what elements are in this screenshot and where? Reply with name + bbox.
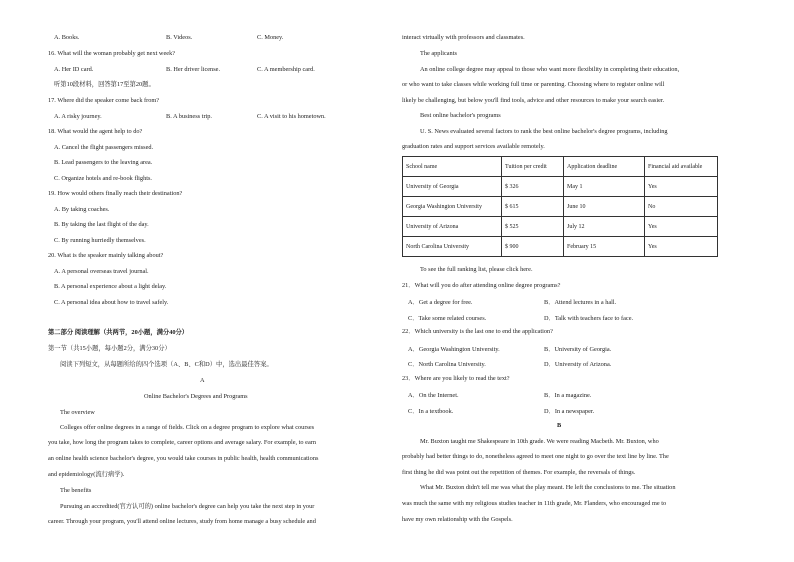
best-programs-line: U. S. News evaluated several factors to rank the best online bachelor's degree programs, including [420,128,668,135]
q22-option-b[interactable]: B．University of Georgia. [544,346,612,353]
table-cell: Georgia Washington University [403,197,502,217]
q22-option-d[interactable]: D．University of Arizona. [544,361,612,368]
overview-line: Colleges offer online degrees in a range of fields. Click on a degree program to explore what courses [60,424,315,431]
passage-b-label: B [557,422,562,429]
passage-b-line: probably had better things to do, nonetheless agreed to meet one night to go over the text line by line. The [402,453,669,460]
q21-option-b[interactable]: B．Attend lectures in a hall. [544,299,617,306]
benefits-line: Pursuing an accredited(官方认可的) online bachelor's degree can help you take the next step in your [60,503,315,510]
applicants-heading: The applicants [420,50,457,57]
q19-option-b[interactable]: B. By taking the last flight of the day. [54,221,149,228]
q23-option-a[interactable]: A．On the Internet. [408,392,459,399]
table-cell: North Carolina University [403,237,502,257]
passage-a-label: A [200,377,205,384]
table-header: Application deadline [564,157,645,177]
q21-option-c[interactable]: C．Take some related courses. [408,315,487,322]
benefits-heading: The benefits [60,487,92,494]
q16-option-c[interactable]: C. A membership card. [257,66,315,73]
q23-option-d[interactable]: D．In a newspaper. [544,408,595,415]
table-header: School name [403,157,502,177]
q15-option-c[interactable]: C. Money. [257,34,284,41]
question-17: 17. Where did the speaker come back from? [48,97,160,104]
question-19: 19. How would others finally reach their destination? [48,190,183,197]
q19-option-a[interactable]: A. By taking coaches. [54,206,110,213]
q22-option-c[interactable]: C．North Carolina University. [408,361,486,368]
table-cell: University of Georgia [403,177,502,197]
q17-option-c[interactable]: C. A visit to his hometown. [257,113,326,120]
question-23: 23．Where are you likely to read the text? [402,375,510,382]
table-cell: May 1 [564,177,645,197]
table-cell: University of Arizona [403,217,502,237]
q21-option-a[interactable]: A．Get a degree for free. [408,299,473,306]
benefits-line: career. Through your program, you'll attend online lectures, study from home manage a busy schedule and [48,518,316,525]
applicants-line: likely be challenging, but below you'll find tools, advice and other resources to make your search easier. [402,97,665,104]
best-programs-line: graduation rates and support services available remotely. [402,143,545,150]
q15-option-b[interactable]: B. Videos. [166,34,193,41]
table-cell: $ 326 [502,177,564,197]
q20-option-c[interactable]: C. A personal idea about how to travel safely. [54,299,169,306]
best-programs-heading: Best online bachelor's programs [420,112,501,119]
table-cell: June 10 [564,197,645,217]
q20-option-b[interactable]: B. A personal experience about a light delay. [54,283,167,290]
overview-line: and epidemiology(流行病学). [48,471,125,478]
q18-option-c[interactable]: C. Organize hotels and re-book flights. [54,175,152,182]
q16-option-a[interactable]: A. Her ID card. [54,66,94,73]
table-cell: Yes [645,177,718,197]
passage-b-line: first thing he did was point out the repetition of themes. For example, the reversals of things. [402,469,636,476]
question-22: 22．Which university is the last one to end the application? [402,328,553,335]
overview-line: an online health science bachelor's degree, you would take courses in public health, health communications [48,455,319,462]
overview-line: you take, how long the program takes to complete, career options and average salary. For example, to earn [48,439,316,446]
question-18: 18. What would the agent help to do? [48,128,143,135]
q18-option-a[interactable]: A. Cancel the flight passengers missed. [54,144,154,151]
applicants-line: An online college degree may appeal to those who want more flexibility in completing their education, [420,66,680,73]
listening-instruction: 听第10段材料，回答第17至第20题。 [54,81,155,88]
table-header: Tuition per credit [502,157,564,177]
question-21: 21．What will you do after attending online degree programs? [402,282,561,289]
q17-option-a[interactable]: A. A risky journey. [54,113,102,120]
q17-option-b[interactable]: B. A business trip. [166,113,213,120]
table-row [403,197,718,217]
passage-b-line: was much the same with my religious studies teacher in 11th grade, Mr. Flanders, who encouraged me to [402,500,667,507]
table-header-row [403,157,718,177]
reading-directions: 阅读下列短文，从每题所给的四个选项（A、B、C和D）中，选出最佳答案。 [60,361,273,368]
table-cell: $ 900 [502,237,564,257]
university-table [402,156,718,257]
table-cell: Yes [645,217,718,237]
q15-option-a[interactable]: A. Books. [54,34,80,41]
table-header: Financial aid available [645,157,718,177]
ranking-link[interactable]: To see the full ranking list, please click here. [420,266,533,273]
continued-line: interact virtually with professors and classmates. [402,34,525,41]
part2-heading: 第二部分 阅读理解（共两节，20小题，满分40分） [48,329,189,336]
table-cell: $ 615 [502,197,564,217]
q23-option-b[interactable]: B．In a magazine. [544,392,592,399]
passage-b-line: have my own relationship with the Gospels. [402,516,513,523]
table-cell: July 12 [564,217,645,237]
question-20: 20. What is the speaker mainly talking about? [48,252,164,259]
q16-option-b[interactable]: B. Her driver license. [166,66,221,73]
passage-b-line: Mr. Buxton taught me Shakespeare in 10th grade. We were reading Macbeth. Mr. Buxton, who [420,438,659,445]
passage-b-line: What Mr. Buxton didn't tell me was what the play meant. He left the conclusions to me. The situation [420,484,676,491]
q23-option-c[interactable]: C．In a textbook. [408,408,454,415]
section1-heading: 第一节（共15小题，每小题2分，满分30分） [48,345,171,352]
table-cell: February 15 [564,237,645,257]
passage-a-title: Online Bachelor's Degrees and Programs [144,393,248,400]
table-row [403,237,718,257]
q22-option-a[interactable]: A．Georgia Washington University. [408,346,500,353]
q19-option-c[interactable]: C. By running hurriedly themselves. [54,237,146,244]
q18-option-b[interactable]: B. Lead passengers to the leaving area. [54,159,153,166]
q20-option-a[interactable]: A. A personal overseas travel journal. [54,268,149,275]
table-cell: No [645,197,718,217]
overview-heading: The overview [60,409,95,416]
applicants-line: or who want to take classes while working full time or parenting. Choosing where to register online will [402,81,665,88]
table-cell: $ 525 [502,217,564,237]
table-row [403,217,718,237]
q21-option-d[interactable]: D．Talk with teachers face to face. [544,315,634,322]
table-row [403,177,718,197]
table-cell: Yes [645,237,718,257]
question-16: 16. What will the woman probably get next week? [48,50,176,57]
